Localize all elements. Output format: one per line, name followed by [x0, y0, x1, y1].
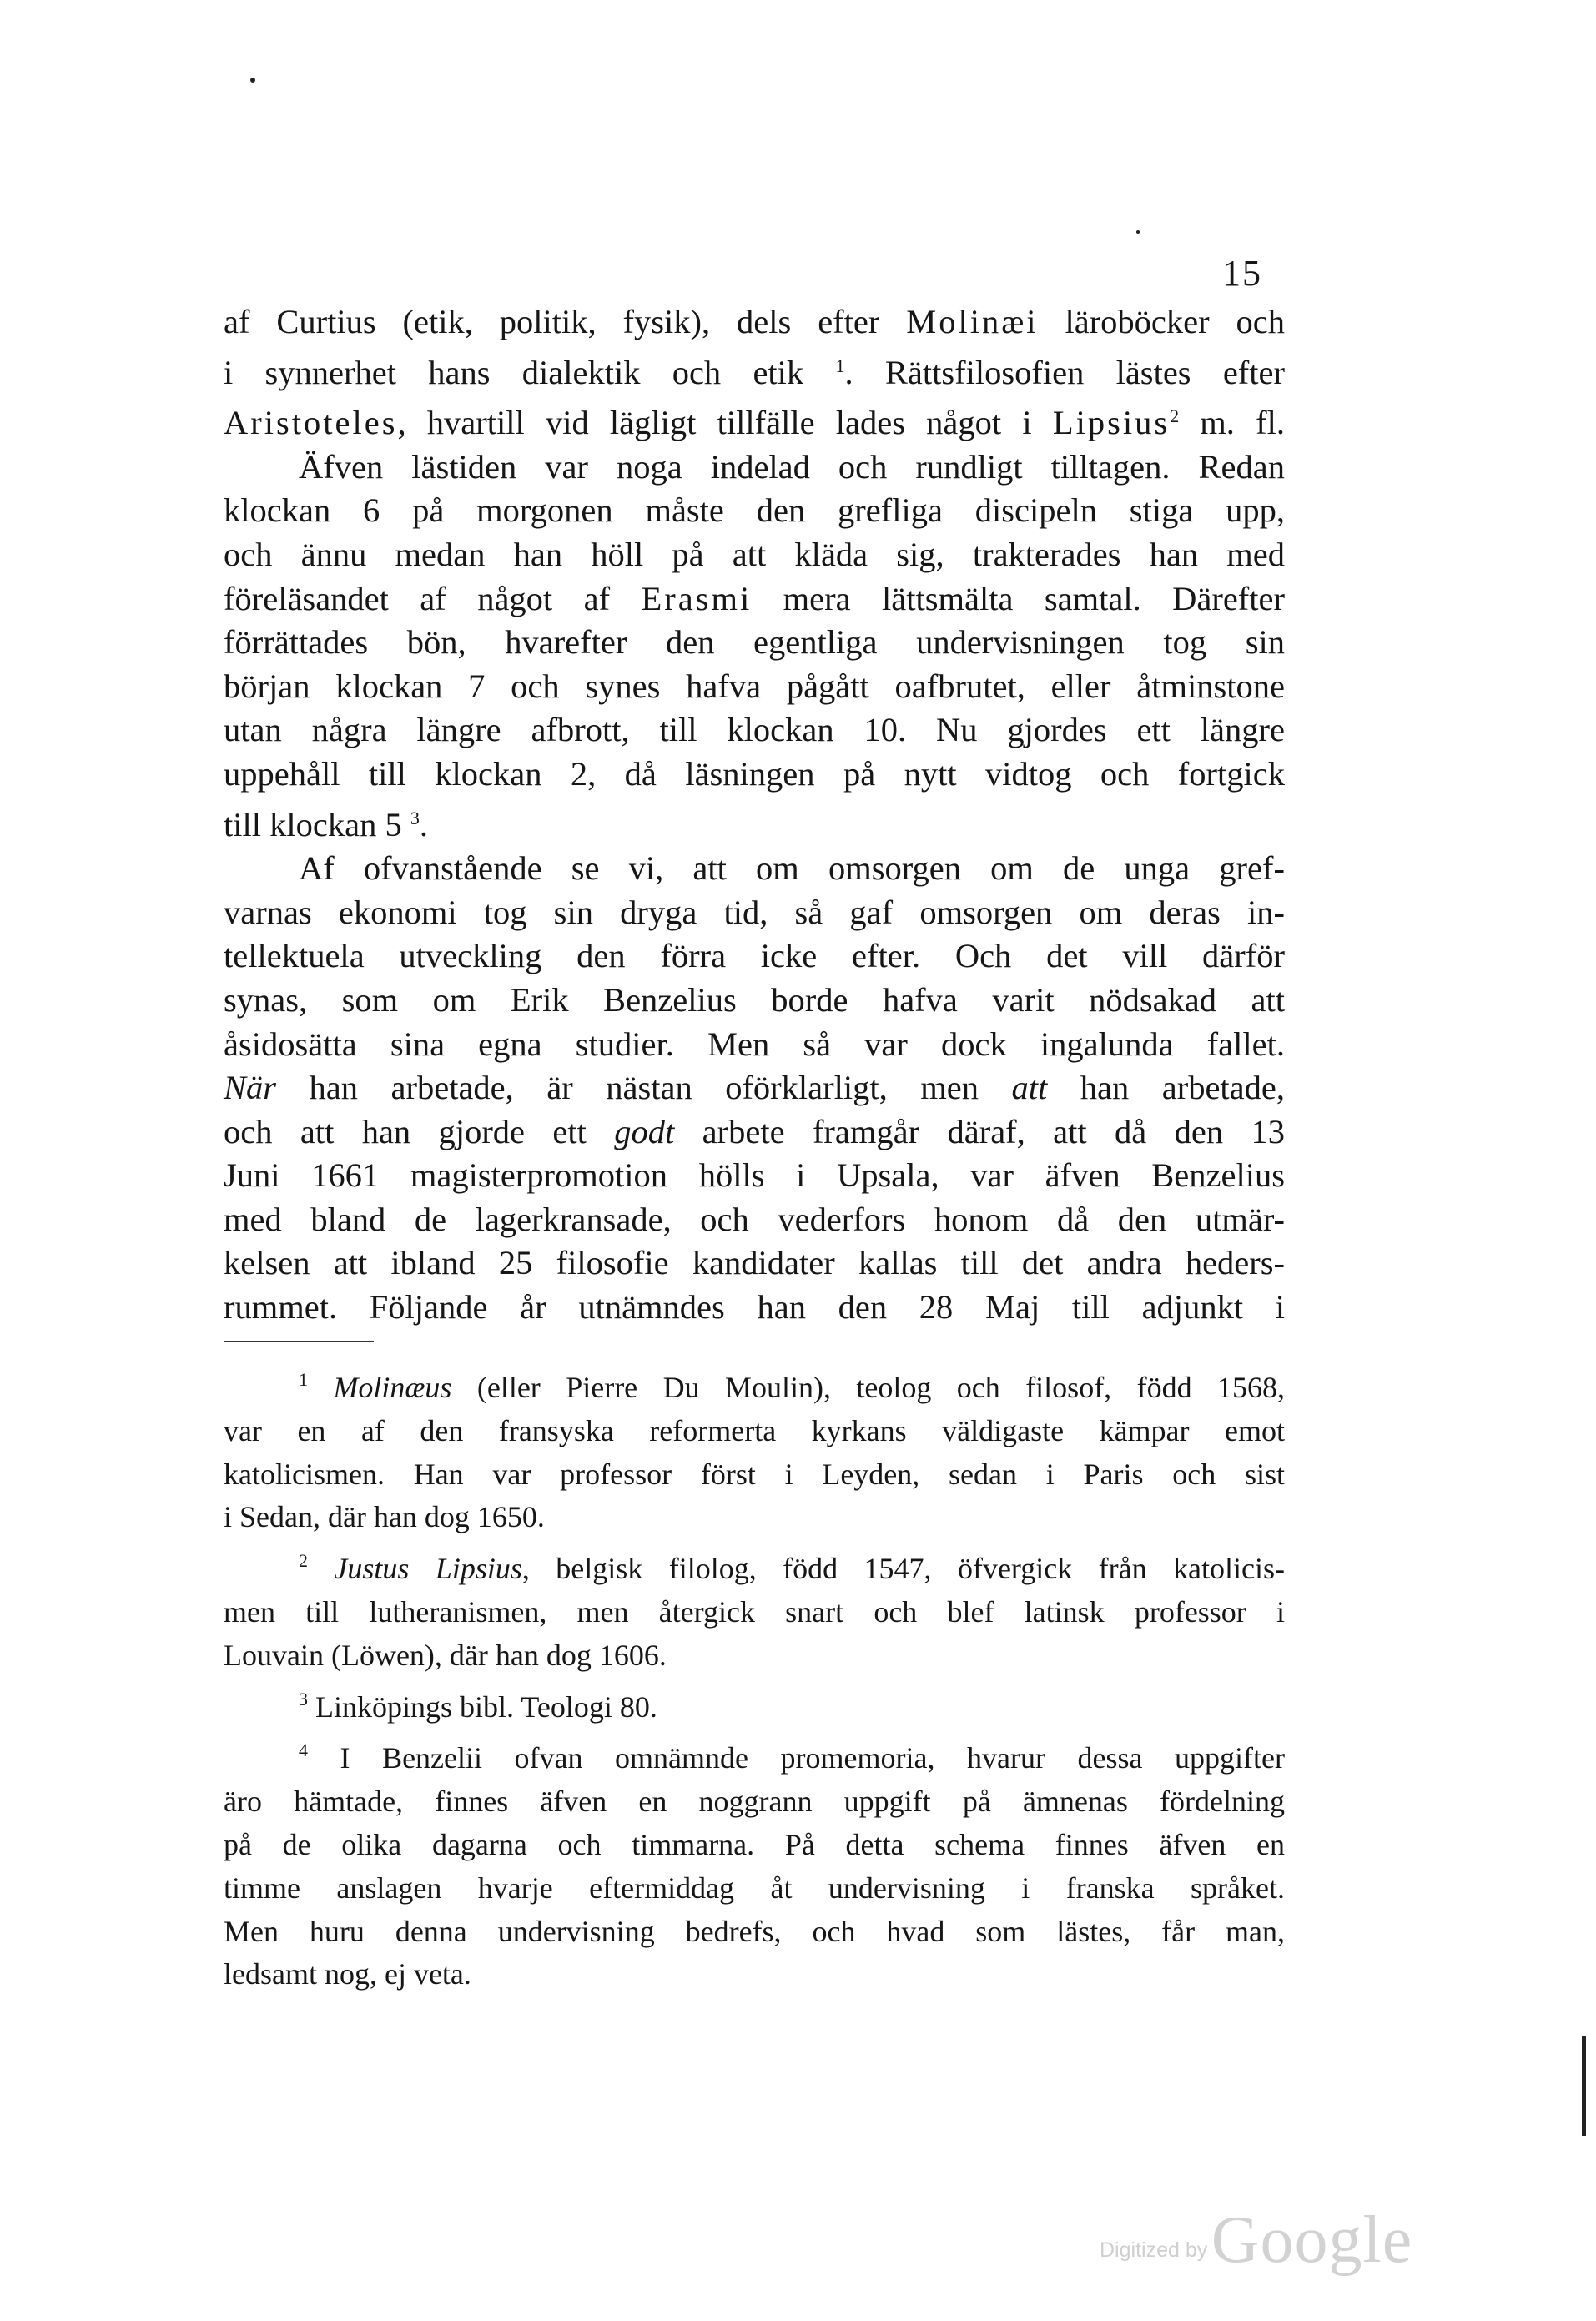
footnote-line — [224, 1729, 1285, 1780]
emphasis: När — [224, 1069, 277, 1107]
body-line — [224, 345, 1285, 395]
paper-speck — [250, 78, 255, 83]
body-line — [224, 1110, 1285, 1155]
footnote-line — [224, 1539, 1285, 1591]
spaced-name: Lipsius — [1052, 404, 1171, 442]
footnote-line: katolicismen. Han var professor först i Leyden, sedan i Paris och sist — [224, 1457, 1285, 1491]
footnote-line: i Sedan, där han dog 1650. — [224, 1500, 545, 1534]
footnotes — [224, 1358, 1285, 1996]
text-run: , belgisk filolog, född 1547, öfvergick från katolicis- — [521, 1552, 1285, 1586]
body-line: förrättades bön, hvarefter den egentliga undervisningen tog sin — [224, 623, 1285, 662]
text-run: , hvartill vid lägligt tillfälle lades något i — [397, 404, 1053, 442]
footnote-marker: 1 — [299, 1369, 308, 1390]
body-line — [224, 797, 1285, 848]
body-line: åsidosätta sina egna studier. Men så var dock ingalunda fallet. — [224, 1025, 1285, 1063]
body-line: början klockan 7 och synes hafva pågått oafbrutet, eller åtminstone — [224, 667, 1285, 705]
body-line: Af ofvanstående se vi, att om omsorgen om de unga gref- — [299, 849, 1285, 888]
footnote-line: var en af den fransyska reformerta kyrkans väldigaste kämpar emot — [224, 1413, 1285, 1447]
text-run: han arbetade, är nästan oförklarligt, men — [276, 1069, 1012, 1107]
footnote-line: äro hämtade, finnes äfven en noggrann uppgift på ämnenas fördelning — [224, 1785, 1285, 1819]
body-line: kelsen att ibland 25 filosofie kandidater kallas till det andra heders- — [224, 1244, 1285, 1282]
footnote-ref: 2 — [1170, 405, 1180, 427]
footnote-line — [224, 1358, 1285, 1410]
spaced-name: Erasmi — [641, 579, 753, 617]
text-run: . — [419, 805, 428, 843]
body-line — [224, 577, 1285, 622]
paper-speck — [1136, 230, 1140, 234]
text-run: Linköpings bibl. Teologi 80. — [308, 1689, 657, 1724]
body-line: utan några längre afbrott, till klockan 10. Nu gjordes ett längre — [224, 711, 1285, 749]
scan-edge-mark — [1582, 2036, 1586, 2136]
text-run: . Rättsfilosofien lästes efter — [844, 353, 1285, 391]
footnote-rule — [224, 1341, 374, 1342]
body-line — [224, 395, 1285, 446]
body-line: varnas ekonomi tog sin dryga tid, så gaf omsorgen om deras in- — [224, 893, 1285, 931]
spaced-name: Molinæi — [906, 303, 1039, 340]
google-watermark — [1100, 2203, 1412, 2278]
footnote-ref: 1 — [835, 355, 845, 376]
body-line: rummet. Följande år utnämndes han den 28 Maj till adjunkt i — [224, 1288, 1285, 1327]
footnote-marker: 3 — [299, 1688, 308, 1709]
text-run: föreläsandet af något af — [224, 579, 642, 617]
body-line: Äfven lästiden var noga indelad och rundligt tilltagen. Redan — [299, 447, 1285, 486]
text-run: mera lättsmälta samtal. Därefter — [752, 579, 1286, 617]
footnote-line: timme anslagen hvarje eftermiddag åt undervisning i franska språket. — [224, 1870, 1285, 1905]
text-run: (eller Pierre Du Moulin), teolog och filosof, född 1568, — [451, 1371, 1285, 1404]
text-run: och att han gjorde ett — [224, 1112, 615, 1150]
emphasis: godt — [614, 1112, 675, 1150]
footnote-marker: 4 — [299, 1739, 308, 1761]
text-run: I Benzelii ofvan omnämnde promemoria, hvarur dessa uppgifter — [308, 1741, 1285, 1775]
footnote-marker: 2 — [299, 1550, 308, 1572]
text-run: af Curtius (etik, politik, fysik), dels efter — [224, 303, 907, 340]
body-line: med bland de lagerkransade, och vederfors honom då den utmär- — [224, 1200, 1285, 1238]
body-line: synas, som om Erik Benzelius borde hafva varit nödsakad att — [224, 980, 1285, 1019]
footnote-ref: 3 — [410, 807, 420, 828]
text-run: arbete framgår däraf, att då den 13 — [674, 1112, 1285, 1150]
body-line: tellektuela utveckling den förra icke efter. Och det vill därför — [224, 937, 1285, 975]
footnote-line — [224, 1678, 1285, 1729]
footnote-line: på de olika dagarna och timmarna. På detta schema finnes äfven en — [224, 1827, 1285, 1861]
text-run: han arbetade, — [1047, 1069, 1286, 1107]
text-run: i synnerhet hans dialektik och etik — [224, 353, 836, 391]
body-line: klockan 6 på morgonen måste den grefliga discipeln stiga upp, — [224, 491, 1285, 530]
page-number: 15 — [1222, 253, 1262, 294]
body-text — [224, 300, 1285, 1330]
body-line — [224, 300, 1285, 345]
emphasis: att — [1011, 1069, 1048, 1107]
spaced-name: Aristoteles — [224, 404, 398, 442]
body-line: och ännu medan han höll på att kläda sig, trakterades han med — [224, 535, 1285, 573]
footnote-line: ledsamt nog, ej veta. — [224, 1957, 471, 1991]
footnote-line: men till lutheranismen, men återgick snart och blef latinsk professor i — [224, 1594, 1285, 1629]
footnote-line: Louvain (Löwen), där han dog 1606. — [224, 1638, 667, 1672]
body-line — [224, 1066, 1285, 1110]
text-run: läroböcker och — [1038, 303, 1285, 340]
google-logo: Google — [1211, 2203, 1413, 2277]
body-line: uppehåll till klockan 2, då läsningen på nytt vidtog och fortgick — [224, 754, 1285, 793]
body-line: Juni 1661 magisterpromotion hölls i Upsala, var äfven Benzelius — [224, 1156, 1285, 1195]
text-run: till klockan 5 — [224, 805, 410, 843]
footnote-line: Men huru denna undervisning bedrefs, och hvad som lästes, får man, — [224, 1914, 1285, 1948]
footnote-name: Molinæus — [333, 1371, 452, 1404]
footnote-name: Justus Lipsius — [334, 1552, 522, 1586]
watermark-prefix: Digitized by — [1100, 2238, 1208, 2262]
text-run: m. fl. — [1179, 404, 1285, 442]
